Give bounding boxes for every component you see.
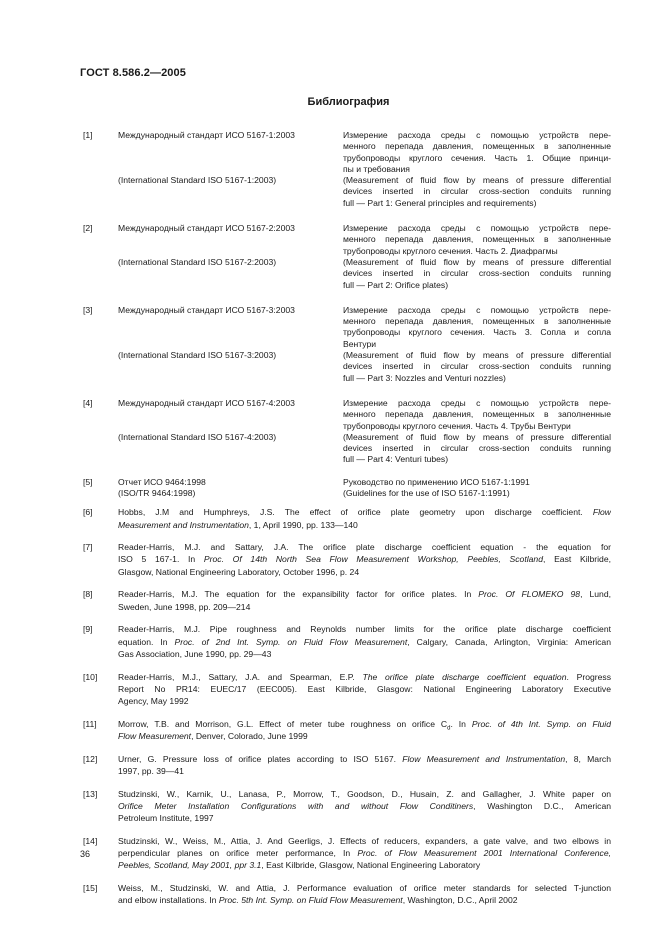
entry-number: [3] <box>83 304 93 315</box>
text-line: Studzinski, W., Weiss, M., Attia, J. And Geerligs, J. Effects of reducers, expanders, a gate valve, and two elbows in <box>118 835 611 846</box>
standard-title-ru <box>343 305 611 350</box>
entry-number: [8] <box>83 589 93 600</box>
text-line: and elbow installations. In Proc. 5th Int. Symp. on Fluid Flow Measurement, Washington, D.C., April 2002 <box>118 895 518 906</box>
bibliography-entry <box>83 223 611 291</box>
title-line: менного перепада давления, помещенных в заполненные <box>343 316 611 327</box>
text-line: Hobbs, J.M and Humphreys, J.S. The effect of orifice plate geometry upon discharge coefficient. Flow <box>118 507 611 518</box>
title-line: Измерение расхода среды с помощью устройств пере- <box>343 223 611 234</box>
text-line: equation. In Proc. of 2nd Int. Symp. on Fluid Flow Measurement, Calgary, Canada, Arlington, Virginia: American <box>118 636 611 647</box>
text-line: ISO 5 167-1. In Proc. Of 14th North Sea Flow Measurement Workshop, Peebles, Scotland, East Kilbride, <box>118 554 611 565</box>
standard-title-en <box>343 488 611 499</box>
title-line: Вентури <box>343 338 377 349</box>
entry-number: [10] <box>83 671 98 682</box>
title-line: (Measurement of fluid flow by means of pressure differential <box>343 431 611 442</box>
bibliography-entry <box>83 835 611 872</box>
title-line: пы и требования <box>343 163 410 174</box>
page-title: Библиография <box>307 96 390 108</box>
entry-number: [15] <box>83 882 98 893</box>
entry-text <box>118 882 611 906</box>
entry-text <box>118 541 611 578</box>
title-line: full — Part 4: Venturi tubes) <box>343 454 449 465</box>
bibliography-entry <box>83 788 611 825</box>
bibliography-entry <box>83 506 611 530</box>
standard-designation: Международный стандарт ИСО 5167-2:2003 <box>118 223 295 234</box>
standard-title-ru <box>343 398 611 432</box>
bibliography-entry <box>83 718 611 742</box>
text-line: Orifice Meter Installation Configurations with and without Flow Conditiners, Washington D.C., American <box>118 800 611 811</box>
title-line: менного перепада давления, помещенных в заполненные <box>343 409 611 420</box>
title-line: full — Part 1: General principles and requirements) <box>343 197 537 208</box>
title-line: full — Part 2: Orifice plates) <box>343 279 449 290</box>
title-line: devices inserted in circular cross-section conduits running <box>343 186 611 197</box>
title-line: менного перепада давления, помещенных в заполненные <box>343 141 611 152</box>
standard-title-ru <box>343 477 611 488</box>
text-line: Flow Measurement, Denver, Colorado, June 1999 <box>118 730 308 741</box>
entry-en-block <box>83 488 611 499</box>
standard-title-en <box>343 257 611 291</box>
entry-text <box>118 788 611 825</box>
text-line: Petroleum Institute, 1997 <box>118 813 214 824</box>
title-line: devices inserted in circular cross-section conduits running <box>343 443 611 454</box>
standard-designation-en: (International Standard ISO 5167-2:2003) <box>118 256 277 267</box>
title-line: devices inserted in circular cross-section conduits running <box>343 361 611 372</box>
title-line: (Measurement of fluid flow by means of pressure differential <box>343 256 611 267</box>
title-line: трубопроводы круглого сечения. Часть 4. Трубы Вентури <box>343 420 571 431</box>
text-line: Weiss, M., Studzinski, W. and Attia, J. Performance evaluation of orifice meter standards for selected T-junction <box>118 882 611 893</box>
title-line: full — Part 3: Nozzles and Venturi nozzles) <box>343 372 506 383</box>
title-line: Измерение расхода среды с помощью устройств пере- <box>343 397 611 408</box>
title-line: Измерение расхода среды с помощью устройств пере- <box>343 304 611 315</box>
text-line: Gas Association, June 1990, pp. 29—43 <box>118 648 272 659</box>
bibliography-entry <box>83 588 611 612</box>
entry-text <box>118 753 611 777</box>
entry-text <box>118 671 611 708</box>
bibliography-entry <box>83 882 611 906</box>
bibliography-entry <box>83 623 611 660</box>
standard-designation: Международный стандарт ИСО 5167-1:2003 <box>118 130 295 140</box>
document-header: ГОСТ 8.586.2—2005 <box>80 67 186 79</box>
entry-ru-block <box>83 223 611 257</box>
standard-designation-en: (International Standard ISO 5167-1:2003) <box>118 175 277 186</box>
entry-ru-block <box>83 130 611 175</box>
standard-designation-en: (ISO/TR 9464:1998) <box>118 488 196 499</box>
bibliography-entry <box>83 671 611 708</box>
text-line: Peebles, Scotland, May 2001, ppr 3.1, East Kilbride, Glasgow, National Engineering Laboratory <box>118 860 481 871</box>
text-line: Measurement and Instrumentation, 1, April 1990, pp. 133—140 <box>118 519 358 530</box>
entry-number: [11] <box>83 718 97 729</box>
bibliography-entry <box>83 398 611 466</box>
entry-ru-block <box>83 477 611 488</box>
standard-designation: Международный стандарт ИСО 5167-4:2003 <box>118 397 295 408</box>
page-number: 36 <box>80 849 91 859</box>
entry-en-block <box>83 432 611 466</box>
text-line: Agency, May 1992 <box>118 695 189 706</box>
bibliography-entry <box>83 541 611 578</box>
entry-number: [4] <box>83 397 93 408</box>
text-line: Urner, G. Pressure loss of orifice plates according to ISO 5167. Flow Measurement and Instrumentation, 8, March <box>118 753 611 764</box>
entry-text <box>118 506 611 530</box>
entry-text <box>118 835 611 872</box>
standard-designation-en: (International Standard ISO 5167-3:2003) <box>118 350 277 361</box>
standard-title-ru <box>343 130 611 175</box>
text-line: Reader-Harris, M.J., Sattary, J.A. and Spearman, E.P. The orifice plate discharge coefficient equation. Progress <box>118 671 611 682</box>
standard-designation: Международный стандарт ИСО 5167-3:2003 <box>118 304 295 315</box>
entry-en-block <box>83 257 611 291</box>
entry-text <box>118 588 611 612</box>
bibliography-entry <box>83 305 611 384</box>
entry-number: [7] <box>83 542 93 553</box>
title-line: (Guidelines for the use of ISO 5167-1:1991) <box>343 488 510 499</box>
bibliography-entry <box>83 130 611 209</box>
entry-number: [14] <box>83 835 98 846</box>
entry-text <box>118 718 611 742</box>
title-line: Измерение расхода среды с помощью устройств пере- <box>343 130 611 140</box>
bibliography-entry <box>83 753 611 777</box>
title-line: (Measurement of fluid flow by means of pressure differential <box>343 350 611 361</box>
title-line: трубопроводы круглого сечения. Часть 2. Диафрагмы <box>343 245 558 256</box>
entry-number: [5] <box>83 476 93 487</box>
entry-ru-block <box>83 305 611 350</box>
entry-text <box>118 623 611 660</box>
entry-ru-block <box>83 398 611 432</box>
entry-number: [2] <box>83 223 93 234</box>
title-line: менного перепада давления, помещенных в заполненные <box>343 234 611 245</box>
entry-number: [6] <box>83 507 93 518</box>
entry-number: [12] <box>83 753 98 764</box>
bibliography-list <box>83 130 611 906</box>
text-line: perpendicular planes on orifice meter performance, In Proc. of Flow Measurement 2001 International Conference, <box>118 848 611 858</box>
standard-designation-en: (International Standard ISO 5167-4:2003) <box>118 431 277 442</box>
text-line: Glasgow, National Engineering Laboratory, October 1996, p. 24 <box>118 566 360 577</box>
text-line: Sweden, June 1998, pp. 209—214 <box>118 601 251 612</box>
standard-designation: Отчет ИСО 9464:1998 <box>118 476 206 487</box>
title-line: Руководство по применению ИСО 5167-1:1991 <box>343 476 530 487</box>
title-line: (Measurement of fluid flow by means of pressure differential <box>343 175 611 186</box>
entry-number: [9] <box>83 624 93 635</box>
text-line: Reader-Harris, M.J. and Sattary, J.A. The orifice plate discharge coefficient equation - the equation for <box>118 542 611 553</box>
text-line: Reader-Harris, M.J. The equation for the expansibility factor for orifice plates. In Proc. Of FLOMEKO 98, Lund, <box>118 589 611 600</box>
bibliography-entry <box>83 477 611 500</box>
text-line: Report No PR14: EUEC/17 (EEC005). East Kilbride, Glasgow: National Engineering Laboratory Executive <box>118 683 611 694</box>
text-line: Studzinski, W., Karnik, U., Lanasa, P., Morrow, T., Goodson, D., Husain, Z. and Gallagher, J. White paper on <box>118 788 611 799</box>
text-line: Morrow, T.B. and Morrison, G.L. Effect of meter tube roughness on orifice $C_d$. In Proc. of 4th Int. Symp. on Fluid <box>118 718 611 730</box>
entry-number: [1] <box>83 130 93 140</box>
standard-title-en <box>343 350 611 384</box>
standard-title-en <box>343 175 611 209</box>
title-line: трубопроводы круглого сечения. Часть 1. Общие принци- <box>343 152 611 163</box>
standard-title-en <box>343 432 611 466</box>
standard-title-ru <box>343 223 611 257</box>
title-line: devices inserted in circular cross-section conduits running <box>343 268 611 279</box>
entry-en-block <box>83 350 611 384</box>
entry-number: [13] <box>83 788 98 799</box>
text-line: 1997, pp. 39—41 <box>118 765 184 776</box>
title-line: трубопроводы круглого сечения. Часть 3. Сопла и сопла <box>343 327 611 338</box>
text-line: Reader-Harris, M.J. Pipe roughness and Reynolds number limits for the orifice plate discharge coefficient <box>118 624 611 635</box>
entry-en-block <box>83 175 611 209</box>
